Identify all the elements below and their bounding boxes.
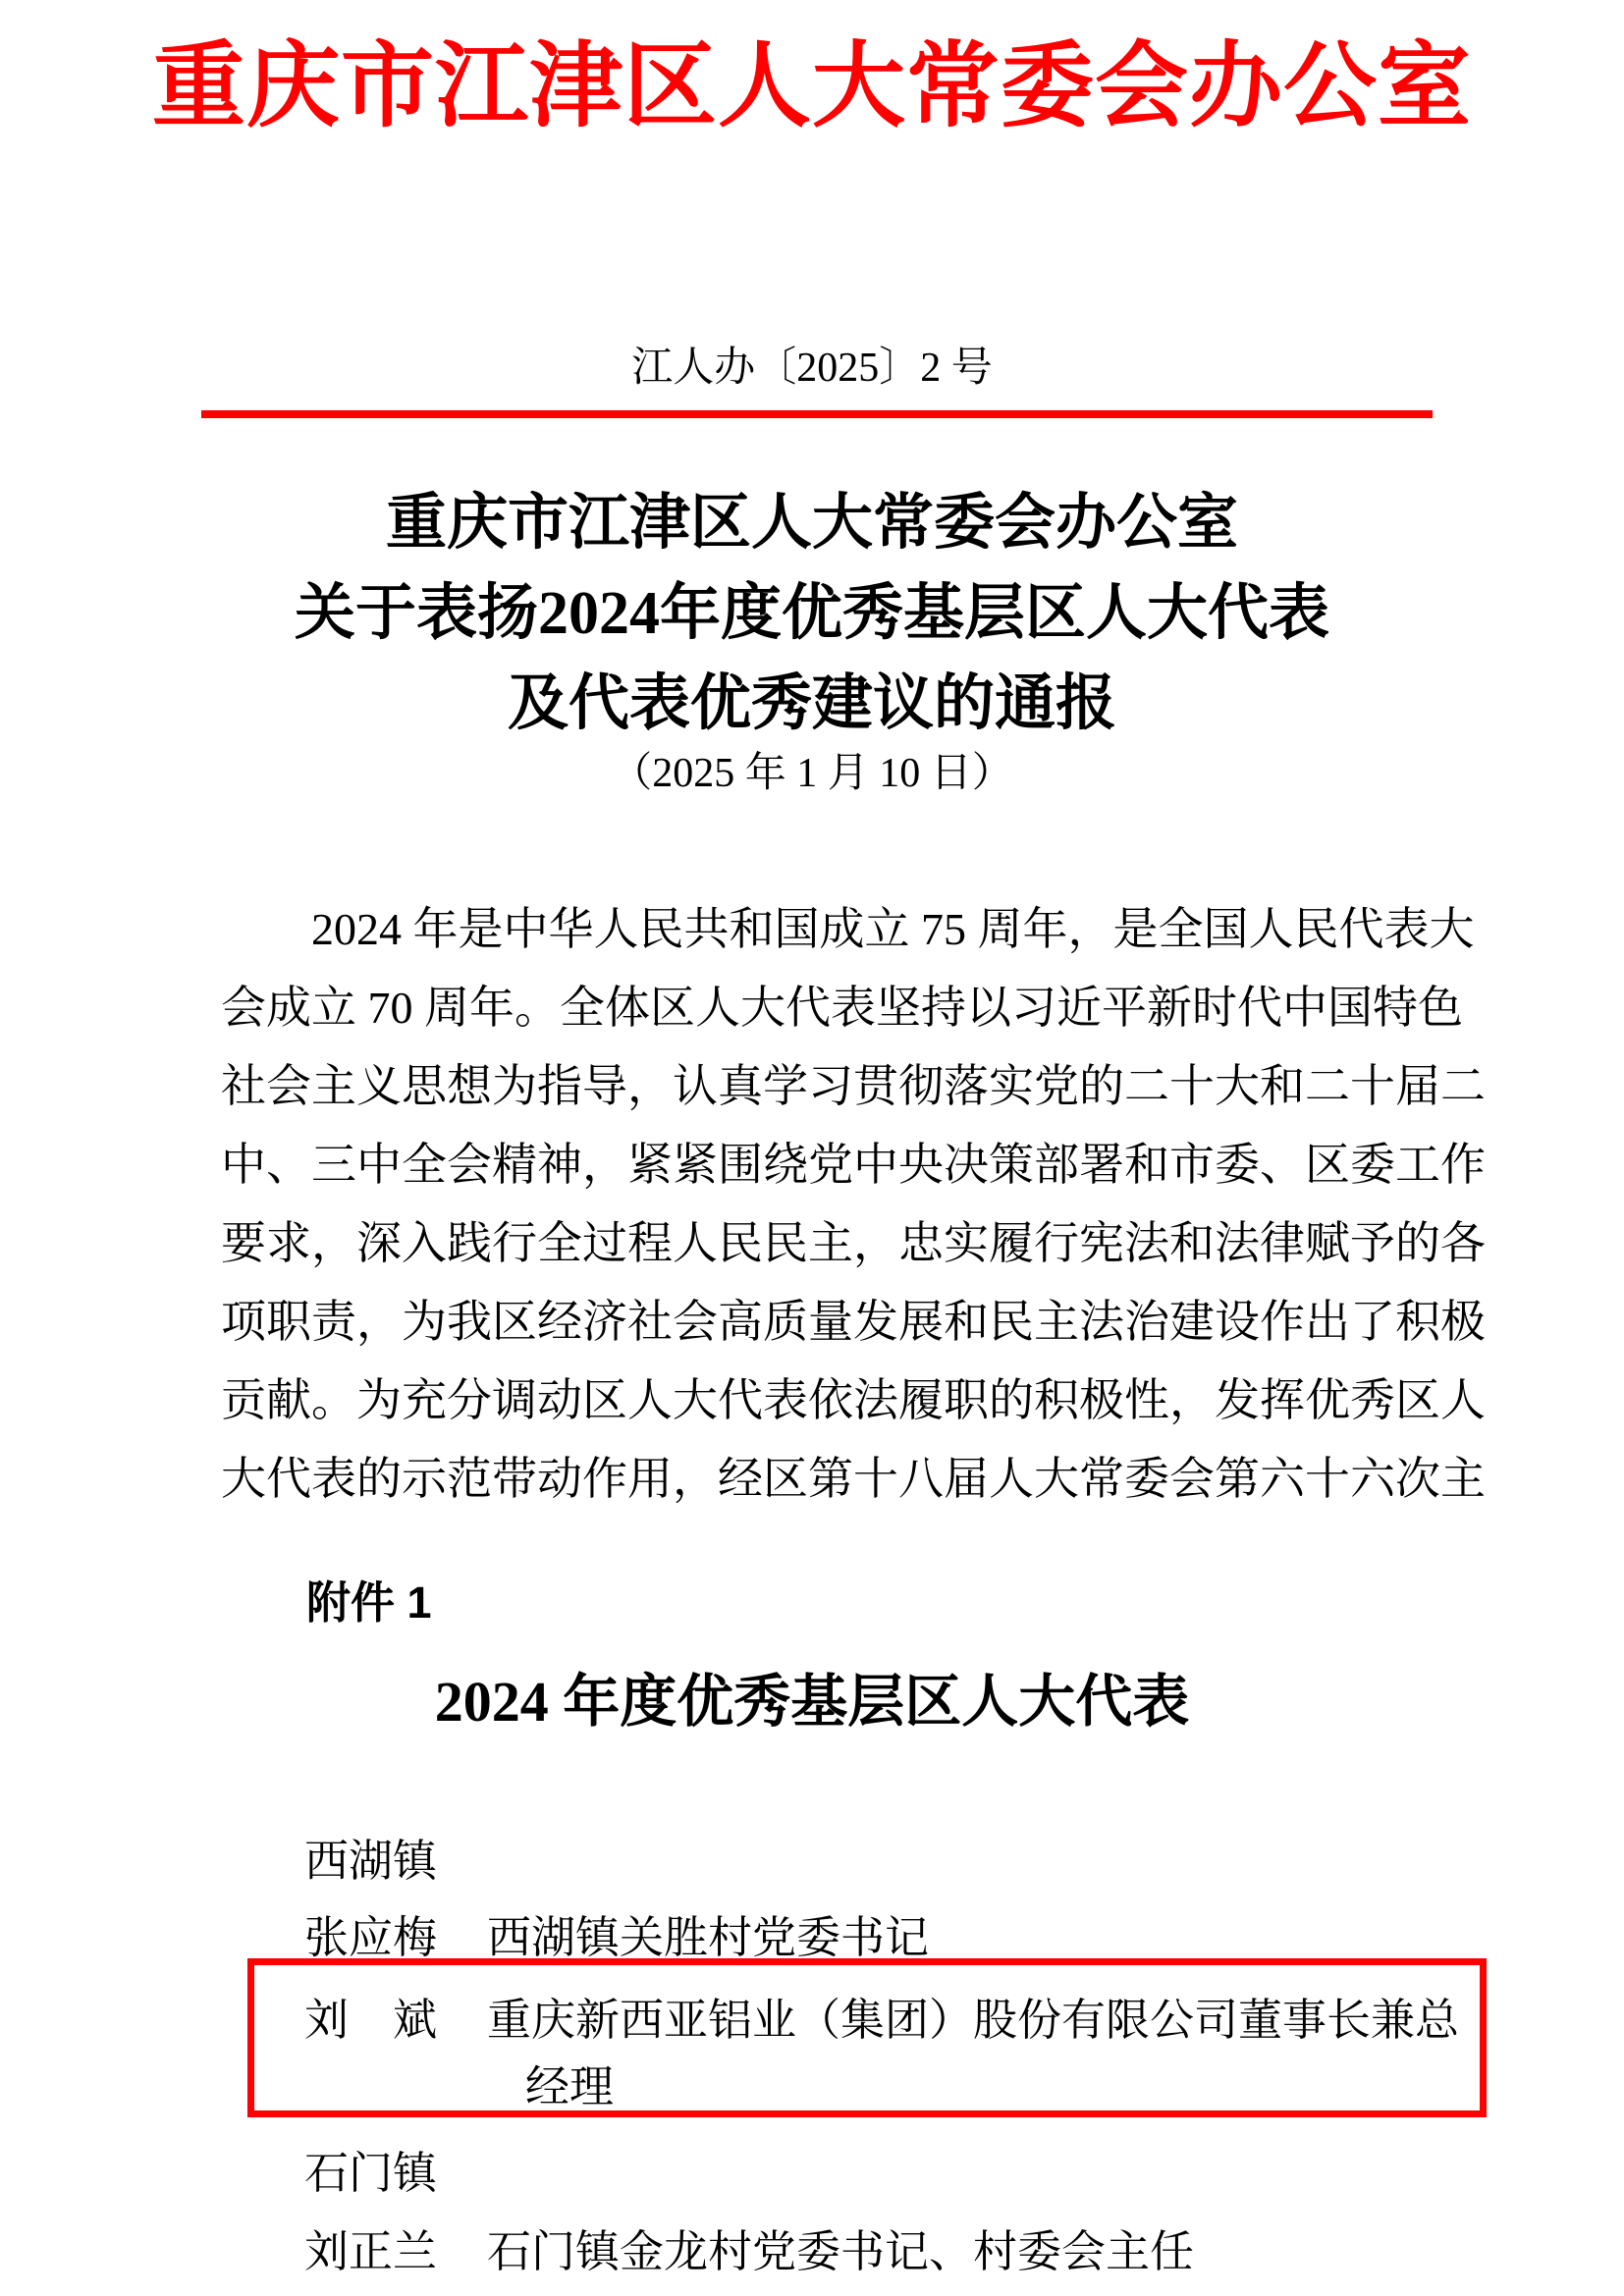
- body-paragraph: [221, 890, 1486, 1519]
- body-line: 社会主义思想为指导，认真学习贯彻落实党的二十大和二十届二: [221, 1061, 1486, 1111]
- body-line: 会成立 70 周年。全体区人大代表坚持以习近平新时代中国特色: [221, 983, 1463, 1033]
- member-role: 石门镇金龙村党委书记、村委会主任: [487, 2227, 1195, 2276]
- document-title-line-1: 重庆市江津区人大常委会办公室: [385, 490, 1238, 557]
- document-date: （2025 年 1 月 10 日）: [611, 751, 1013, 796]
- attachment-title: 2024 年度优秀基层区人大代表: [434, 1670, 1190, 1734]
- body-line: 贡献。为充分调动区人大代表依法履职的积极性，发挥优秀区人: [221, 1375, 1486, 1425]
- body-line: 要求，深入践行全过程人民民主，忠实履行宪法和法律赋予的各: [221, 1218, 1486, 1268]
- body-line: 2024 年是中华人民共和国成立 75 周年，是全国人民代表大: [311, 904, 1475, 954]
- town-header-shimen: 石门镇: [304, 2149, 438, 2198]
- letterhead-org-name: 重庆市江津区人大常委会办公室: [151, 34, 1472, 138]
- body-line: 项职责，为我区经济社会高质量发展和民主法治建设作出了积极: [221, 1297, 1486, 1347]
- document-number: 江人办〔2025〕2 号: [631, 346, 993, 391]
- member-name: 刘正兰: [304, 2227, 438, 2276]
- letterhead-divider-line: [201, 410, 1433, 418]
- member-row: [304, 2224, 1194, 2279]
- document-title-line-3: 及代表优秀建议的通报: [507, 670, 1116, 737]
- member-name: 张应梅: [304, 1913, 438, 1962]
- document-title-line-2: 关于表扬2024年度优秀基层区人大代表: [294, 580, 1329, 647]
- town-header-xihu: 西湖镇: [304, 1837, 438, 1886]
- member-row-highlighted: [304, 1993, 1459, 2048]
- attachment-label: 附件 1: [306, 1577, 432, 1628]
- member-role: 西湖镇关胜村党委书记: [487, 1913, 930, 1962]
- member-row: [304, 1910, 929, 1965]
- member-role-continuation: 经理: [525, 2062, 615, 2111]
- member-role: 重庆新西亚铝业（集团）股份有限公司董事长兼总: [487, 1996, 1460, 2045]
- document-title: [0, 478, 1624, 749]
- member-name: 刘 斌: [304, 1996, 438, 2045]
- body-line: 中、三中全会精神，紧紧围绕党中央决策部署和市委、区委工作: [221, 1140, 1486, 1190]
- body-line: 大代表的示范带动作用，经区第十八届人大常委会第六十六次主: [221, 1454, 1486, 1504]
